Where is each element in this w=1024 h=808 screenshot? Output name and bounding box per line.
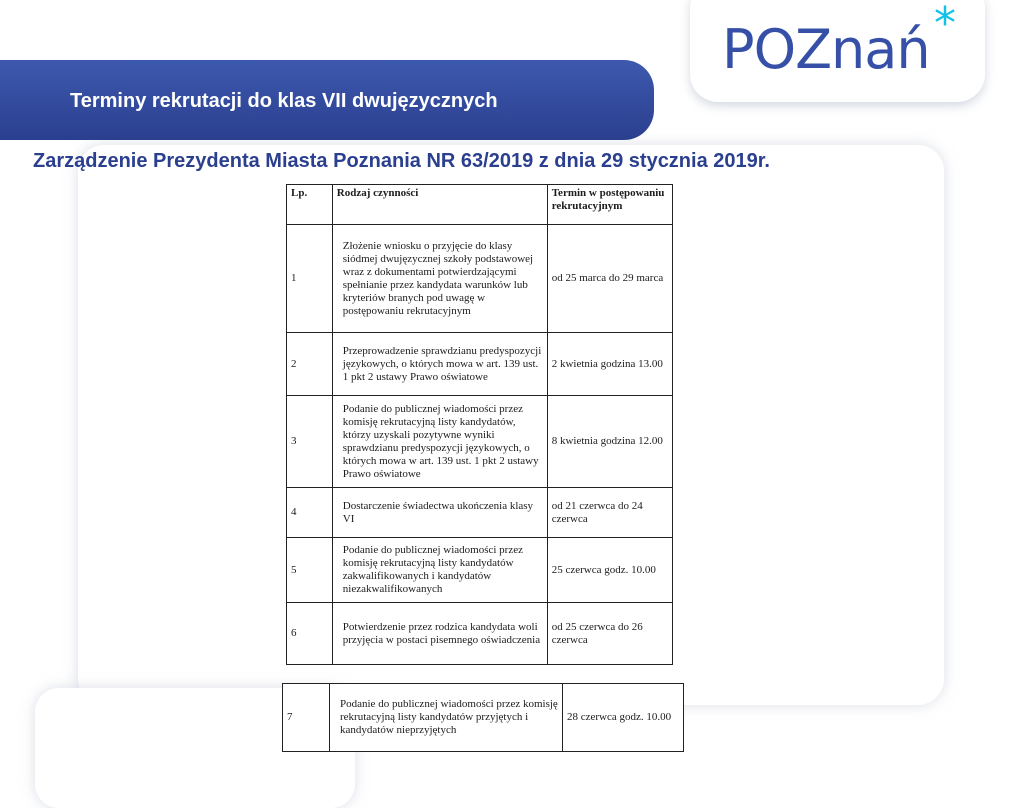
- row-activity: Złożenie wniosku o przyjęcie do klasy siódmej dwujęzycznej szkoły podstawowej wraz z dokumentami potwierdzającymi spełnianie przez kandydata warunków lub kryteriów branych pod uwagę w postępowaniu rekrutacyjnym: [332, 225, 547, 333]
- row-activity: Przeprowadzenie sprawdzianu predyspozycji językowych, o których mowa w art. 139 ust. 1 pkt 2 ustawy Prawo oświatowe: [332, 333, 547, 396]
- row-lp: 6: [287, 603, 333, 665]
- row-activity: Dostarczenie świadectwa ukończenia klasy VI: [332, 488, 547, 538]
- row-date: 8 kwietnia godzina 12.00: [547, 396, 672, 488]
- row-date: 25 czerwca godz. 10.00: [547, 538, 672, 603]
- title-bar: [0, 60, 654, 140]
- header-date: Termin w postępowaniu rekrutacyjnym: [547, 185, 672, 225]
- header-activity: Rodzaj czynności: [332, 185, 547, 225]
- row-lp: 7: [283, 684, 330, 752]
- row-activity: Podanie do publicznej wiadomości przez komisję rekrutacyjną listy kandydatów przyjętych i kandydatów nieprzyjętych: [330, 684, 563, 752]
- row-lp: 3: [287, 396, 333, 488]
- table-row: [287, 225, 673, 333]
- row-activity: Podanie do publicznej wiadomości przez komisję rekrutacyjną listy kandydatów, którzy uzyskali pozytywne wyniki sprawdzianu predyspozycji językowych, o których mowa w art. 139 ust. 1 pkt 2 ustawy Prawo oświatowe: [332, 396, 547, 488]
- table-row: [287, 396, 673, 488]
- asterisk-icon: *: [934, 0, 956, 49]
- table-row: [283, 684, 684, 752]
- logo-text: POZnań: [722, 18, 930, 81]
- row-activity: Podanie do publicznej wiadomości przez komisję rekrutacyjną listy kandydatów zakwalifikowanych i kandydatów niezakwalifikowanych: [332, 538, 547, 603]
- table-header-row: [287, 185, 673, 225]
- row-lp: 5: [287, 538, 333, 603]
- row-date: od 25 czerwca do 26 czerwca: [547, 603, 672, 665]
- page-title: Terminy rekrutacji do klas VII dwujęzycznych: [70, 89, 498, 112]
- row-date: 2 kwietnia godzina 13.00: [547, 333, 672, 396]
- row-activity: Potwierdzenie przez rodzica kandydata woli przyjęcia w postaci pisemnego oświadczenia: [332, 603, 547, 665]
- subtitle: Zarządzenie Prezydenta Miasta Poznania NR 63/2019 z dnia 29 stycznia 2019r.: [33, 150, 770, 172]
- row-lp: 4: [287, 488, 333, 538]
- header-lp: Lp.: [287, 185, 333, 225]
- table-row: [287, 538, 673, 603]
- row-lp: 1: [287, 225, 333, 333]
- row-date: od 21 czerwca do 24 czerwca: [547, 488, 672, 538]
- poznan-logo: [722, 0, 972, 84]
- recruitment-table-continued: [282, 683, 684, 752]
- table-row: [287, 488, 673, 538]
- row-lp: 2: [287, 333, 333, 396]
- table-row: [287, 333, 673, 396]
- table-row: [287, 603, 673, 665]
- row-date: od 25 marca do 29 marca: [547, 225, 672, 333]
- recruitment-table: [286, 184, 673, 665]
- row-date: 28 czerwca godz. 10.00: [563, 684, 684, 752]
